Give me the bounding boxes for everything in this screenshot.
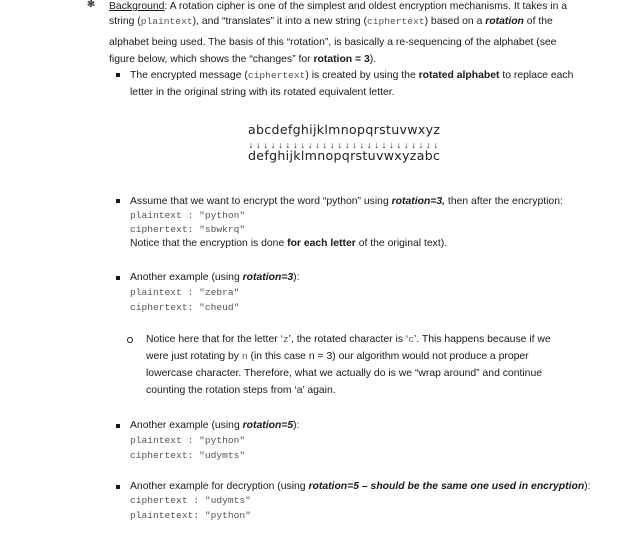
square-bullet-icon: [116, 485, 120, 489]
figure-arrow-icon: ↓: [367, 140, 372, 150]
example2-code-ciphertext: ciphertext: "cheud": [130, 302, 240, 313]
background-text: of the: [523, 16, 553, 27]
figure-arrow-icon: ↓: [248, 140, 254, 150]
example4-line-1: [130, 480, 591, 493]
emphasis: rotation: [485, 16, 524, 27]
figure-arrow-icon: ↓: [256, 140, 261, 150]
body-text: ):: [293, 420, 300, 431]
code-inline: z: [282, 334, 289, 345]
body-text: Assume that we want to encrypt the word “python” using: [130, 196, 392, 207]
body-text: then after the encryption:: [445, 196, 563, 207]
background-line-3: alphabet being used. The basis of this “rotation”, is basically a re-sequencing of the alphabet (see: [109, 37, 557, 48]
figure-arrow-icon: ↓: [322, 140, 328, 150]
emphasis: for each letter: [287, 238, 356, 249]
example4-code-ciphertext: ciphertext : "udymts": [130, 495, 251, 506]
emphasis: rotation = 3: [313, 54, 370, 65]
emphasis: rotation=5 – should be the same one used in encryption: [308, 481, 585, 492]
background-text: string (: [109, 16, 141, 27]
background-text: ).: [369, 54, 377, 65]
example3-code-plaintext: plaintext : "python": [130, 435, 246, 446]
figure-arrow-icon: ↓: [330, 140, 335, 150]
body-text: Another example for decryption (using: [130, 481, 309, 492]
figure-arrow-icon: ↓: [411, 140, 416, 150]
wrap-note-line-1: [146, 333, 551, 346]
emphasis: rotated alphabet: [418, 70, 500, 81]
body-text: ) is created by using the: [305, 70, 419, 81]
example4-code-plaintext: plaintetext: "python": [130, 510, 251, 521]
example3-line-1: [130, 419, 300, 432]
figure-arrow-icon: ↓: [374, 140, 379, 150]
figure-arrow-icon: ↓: [278, 140, 283, 150]
figure-arrow-icon: ↓: [396, 140, 402, 150]
background-line-2: [109, 15, 553, 28]
figure-top-alphabet: abcdefghijklmnopqrstuvwxyz: [248, 122, 441, 137]
figure-arrow-icon: ↓: [300, 140, 305, 150]
wrap-note-line-3: lowercase character. Therefore, what we actually do is we “wrap around” and continue: [146, 368, 543, 379]
figure-arrow-icon: ↓: [433, 140, 439, 150]
body-text: were just rotating by: [146, 351, 242, 362]
circle-bullet-icon: [127, 337, 133, 343]
figure-arrow-icon: ↓: [359, 140, 365, 150]
figure-arrow-icon: ↓: [381, 140, 387, 150]
body-text: ):: [584, 481, 591, 492]
body-text: ’, the rotated character is ‘: [288, 334, 409, 345]
code-inline: ciphertext: [247, 70, 306, 81]
example1-code-ciphertext: ciphertext: "sbwkrq": [130, 224, 246, 235]
body-text: to replace each: [499, 70, 574, 81]
figure-arrow-icon: ↓: [270, 140, 276, 150]
figure-arrow-icon: ↓: [315, 140, 320, 150]
code-inline: n: [241, 351, 248, 362]
background-text: : A rotation cipher is one of the simplest and oldest encryption mechanisms. It takes in a: [164, 1, 568, 12]
flower-bullet-icon: ❃: [86, 0, 96, 10]
code-inline: plaintext: [140, 16, 193, 27]
body-text: The encrypted message (: [130, 70, 248, 81]
example3-code-ciphertext: ciphertext: "udymts": [130, 450, 246, 461]
emphasis: rotation=3,: [391, 196, 446, 207]
square-bullet-icon: [116, 424, 120, 428]
square-bullet-icon: [116, 276, 120, 280]
wrap-note-line-4: counting the rotation steps from ‘a’ again.: [146, 385, 336, 396]
body-text: (in this case n = 3) our algorithm would not produce a proper: [247, 351, 529, 362]
square-bullet-icon: [116, 199, 120, 203]
body-text: Notice that the encryption is done: [130, 238, 288, 249]
figure-arrow-icon: ↓: [344, 140, 350, 150]
figure-arrow-icon: ↓: [352, 140, 357, 150]
figure-arrow-icon: ↓: [426, 140, 431, 150]
figure-arrow-icon: ↓: [418, 140, 424, 150]
background-line-1: [109, 0, 567, 13]
example1-note: [130, 237, 447, 250]
figure-arrow-icon: ↓: [263, 140, 268, 150]
code-inline: ciphertext: [367, 16, 425, 27]
body-text: Another example (using: [130, 272, 243, 283]
background-heading: Background: [109, 1, 165, 12]
wrap-note-line-2: [146, 350, 529, 363]
body-text: ):: [293, 272, 300, 283]
encrypted-line-2: letter in the original string with its rotated equivalent letter.: [130, 87, 395, 98]
background-text: ), and “translates” it into a new string (: [192, 16, 367, 27]
example2-code-plaintext: plaintext : "zebra": [130, 287, 240, 298]
encrypted-line-1: [130, 69, 573, 82]
body-text: Another example (using: [130, 420, 243, 431]
figure-arrow-icon: ↓: [293, 140, 298, 150]
figure-arrow-icon: ↓: [403, 140, 409, 150]
background-text: figure below, which shows the “changes” for: [109, 54, 314, 65]
square-bullet-icon: [116, 73, 120, 77]
background-line-4: [109, 53, 376, 66]
figure-arrow-icon: ↓: [337, 140, 342, 150]
example2-line-1: [130, 271, 300, 284]
example1-code-plaintext: plaintext : "python": [130, 210, 246, 221]
emphasis: rotation=5: [242, 420, 294, 431]
emphasis: rotation=3: [242, 272, 294, 283]
example1-line-1: [130, 195, 563, 208]
figure-bottom-alphabet: defghijklmnopqrstuvwxyzabc: [248, 148, 441, 163]
code-inline: c: [408, 334, 414, 345]
figure-arrow-icon: ↓: [389, 140, 394, 150]
figure-arrow-icon: ↓: [307, 140, 313, 150]
body-text: Notice here that for the letter ‘: [146, 334, 283, 345]
background-text: ) based on a: [424, 16, 486, 27]
body-text: of the original text).: [355, 238, 448, 249]
body-text: ’. This happens because if we: [413, 334, 551, 345]
figure-arrow-icon: ↓: [285, 140, 291, 150]
